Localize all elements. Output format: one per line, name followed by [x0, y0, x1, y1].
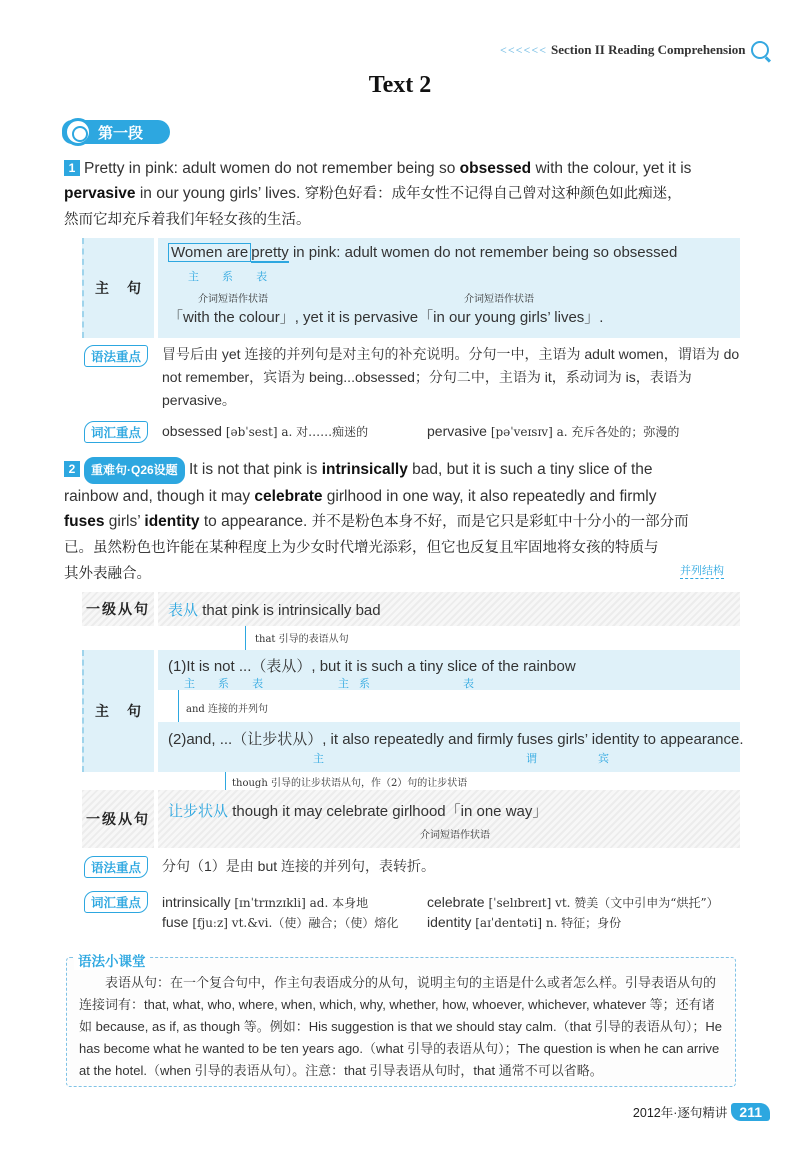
clause-note: and 连接的并列句 [186, 704, 268, 715]
text: . [599, 309, 604, 326]
translation: 其外表融合。 [64, 566, 151, 582]
clause-row-1 [158, 592, 740, 626]
annotation: 介词短语作状语 [464, 294, 534, 305]
clause-text: that pink is intrinsically bad [202, 602, 381, 619]
running-header [500, 40, 770, 60]
clause-note: 介词短语作状语 [420, 830, 490, 841]
clause-row-2 [158, 790, 740, 848]
sentence-number: 2 [64, 461, 80, 477]
vocab-word: pervasive [64, 185, 136, 202]
sentence-number: 1 [64, 160, 80, 176]
grammar-class-title: 语法小课堂 [74, 950, 150, 970]
grammar-note-2 [84, 856, 744, 880]
subject-box: Women are [168, 243, 251, 262]
role-labels: 主系 [338, 678, 380, 690]
role-labels: 谓 [526, 753, 547, 765]
translation: 然而它却充斥着我们年轻女孩的生活。 [64, 212, 311, 228]
clause-tag: 表从 [168, 602, 199, 619]
role-labels: 表 [463, 678, 484, 690]
text: It is not that pink is [189, 461, 322, 478]
footer-label: 2012年·逐句精讲 [632, 1106, 728, 1120]
vocab-word: obsessed [459, 160, 532, 177]
role-labels: 主 系 表 [188, 271, 278, 283]
translation: 已。虽然粉色也许能在某种程度上为少女时代增光添彩，但它也反复且牢固地将女孩的特质与 [64, 540, 659, 556]
vocab-definition: [pəˈveɪsɪv] a. 充斥各处的；弥漫的 [490, 425, 680, 439]
page-number: 211 [731, 1103, 770, 1121]
paragraph-2 [64, 457, 744, 587]
row-label-clause-2: 一级从句 [82, 790, 154, 848]
vocab-definition: [əbˈsest] a. 对……痴迷的 [225, 425, 369, 439]
predicate: pretty [251, 244, 289, 261]
structure-label: 并列结构 [680, 564, 724, 577]
analysis-main-sentence [158, 238, 740, 338]
text: rainbow and, though it may [64, 488, 255, 505]
vocab-word: identity [427, 914, 472, 930]
clause-text: though it may celebrate girlhood「in one way」 [232, 803, 548, 820]
vocab-tag: 词汇重点 [84, 421, 148, 443]
grammar-tag: 语法重点 [84, 345, 148, 367]
vocab-definition: [ˈselɪbreɪt] vt. 赞美（文中引申为“烘托”） [488, 896, 719, 910]
key-sentence-tag: 重难句·Q26设题 [84, 457, 185, 484]
vocab-word: fuses [64, 513, 105, 530]
vocab-definition: [aɪˈdentəti] n. 特征；身份 [475, 916, 622, 930]
vocab-word: celebrate [254, 488, 323, 505]
text: to appearance. [199, 513, 308, 530]
section-badge [62, 120, 170, 144]
paragraph-1 [64, 156, 744, 233]
text: 「in our young girls’ lives」 [418, 309, 600, 326]
vocab-word: pervasive [427, 423, 487, 439]
row-label-main-2: 主 句 [82, 650, 154, 772]
vocab-word: intrinsically [162, 894, 231, 910]
vocab-tag: 词汇重点 [84, 891, 148, 913]
text: , yet it is pervasive [294, 309, 419, 326]
search-icon [751, 41, 769, 59]
role-labels: 宾 [598, 753, 619, 765]
vocab-word: obsessed [162, 423, 222, 439]
clause-text: (1)It is not ...（表从）, but it is such a tiny slice of the rainbow [168, 658, 576, 675]
annotation: 介词短语作状语 [198, 294, 268, 305]
magnifier-icon [64, 118, 92, 146]
section-badge-label: 第一段 [98, 124, 144, 142]
connector-line [225, 772, 226, 790]
vocab-note-1 [84, 421, 744, 445]
text: girls’ [104, 513, 145, 530]
section-title: Section II Reading Comprehension [551, 42, 746, 57]
clause-tag: 让步状从 [168, 803, 229, 820]
grammar-tag: 语法重点 [84, 856, 148, 878]
grammar-class-box [66, 957, 736, 1087]
grammar-text: 冒号后由 yet 连接的并列句是对主句的补充说明。分句一中，主语为 adult women，谓语为 do not remember，宾语为 being...obsessed；分句二中，主语为 it，系动词为 is，表语为 pervasive。 [162, 346, 740, 408]
clause-note: though 引导的让步状语从句，作（2）句的让步状语 [232, 778, 468, 789]
vocab-word: intrinsically [321, 461, 408, 478]
text: bad, but it is such a tiny slice of the [407, 461, 653, 478]
text: in pink: adult women do not remember being so obsessed [288, 244, 678, 261]
grammar-class-text: 表语从句：在一个复合句中，作主句表语成分的从句，说明主句的主语是什么或者怎么样。引导表语从句的连接词有：that, what, who, where, when, which, why, whether, how, whoever, whichever, whatever 等；还有诸如 because, as if, as though 等。例如：His suggestion is that we should stay calm.（that 引导的表语从句）；He has become what he wanted to be ten years ago.（what 引导的表语从句）；The question is when he can arrive at the hotel.（when 引导的表语从句）。注意：that 引导表语从句时，that 通常不可以省略。 [79, 975, 723, 1078]
text: Pretty in pink: adult women do not remember being so [84, 160, 460, 177]
row-label-main: 主 句 [82, 238, 154, 338]
clause-note: that 引导的表语从句 [255, 634, 349, 645]
arrows-decoration: <<<<<< [500, 42, 548, 57]
role-labels: 主 系 表 [184, 678, 274, 690]
connector-line [245, 626, 246, 650]
vocab-note-2 [84, 891, 744, 939]
text: 「with the colour」 [168, 309, 295, 326]
vocab-definition: [ɪnˈtrɪnzɪkli] ad. 本身地 [234, 896, 369, 910]
vocab-word: fuse [162, 914, 189, 930]
vocab-word: identity [144, 513, 200, 530]
connector-line [178, 690, 179, 722]
role-labels: 主 [313, 753, 334, 765]
grammar-text: 分句（1）是由 but 连接的并列句，表转折。 [162, 858, 436, 874]
translation: 穿粉色好看：成年女性不记得自己曾对这种颜色如此痴迷， [304, 186, 682, 202]
clause-text: (2)and, ...（让步状从）, it also repeatedly and firmly fuses girls’ identity to appearance. [168, 731, 744, 748]
page-title: Text 2 [368, 72, 432, 98]
text: in our young girls’ lives. [135, 185, 301, 202]
translation: 并不是粉色本身不好，而是它只是彩虹中十分小的一部分而 [311, 514, 689, 530]
main-clause-2 [158, 722, 744, 772]
vocab-definition: [fjuːz] vt.&vi.（使）融合；（使）熔化 [192, 916, 399, 930]
text: with the colour, yet it is [531, 160, 692, 177]
text: girlhood in one way, it also repeatedly and firmly [322, 488, 657, 505]
main-clause-1 [158, 650, 740, 690]
page-footer [600, 1103, 770, 1121]
vocab-word: celebrate [427, 894, 485, 910]
row-label-clause-1: 一级从句 [82, 592, 154, 626]
